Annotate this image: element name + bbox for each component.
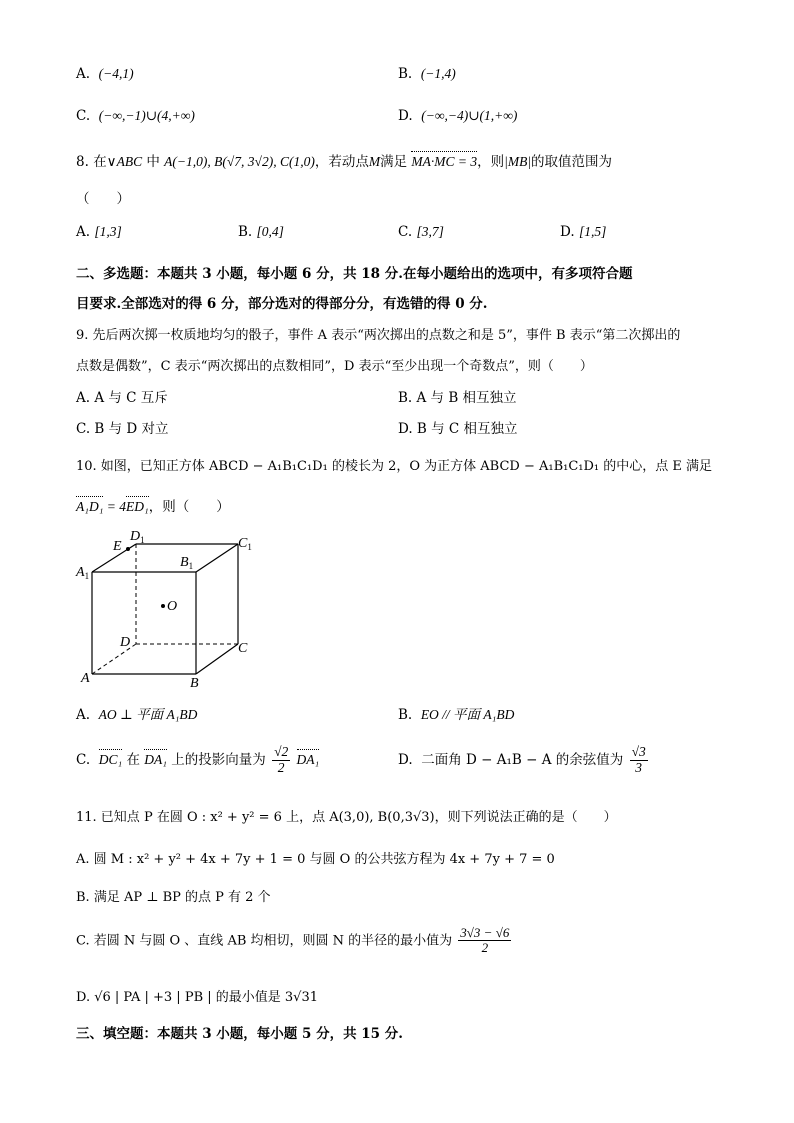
label-c: C (238, 641, 248, 656)
label-o: O (167, 599, 178, 614)
q7-option-c: C. (−∞,−1)∪(4,+∞) (76, 108, 195, 124)
q10-stem-line1: 10. 如图，已知正方体 ABCD − A₁B₁C₁D₁ 的棱长为 2，O 为正方体 ABCD − A₁B₁C₁D₁ 的中心，点 E 满足 (76, 459, 713, 474)
label-b: B (190, 676, 199, 690)
q8-option-d: D. [1,5] (560, 224, 607, 240)
q8-vector-equation: MA·MC = 3 (411, 154, 478, 169)
q8-points: A(−1,0), B(√7, 3√2), C(1,0) (164, 154, 315, 169)
point-e (126, 547, 130, 551)
q9-stem-line1: 9. 先后两次掷一枚质地均匀的骰子，事件 A 表示“两次掷出的点数之和是 5”，事件 B 表示“第二次掷出的 (76, 328, 681, 343)
q8-paren: （ ） (76, 191, 130, 207)
label-c1: $C_1$ (238, 536, 252, 552)
q8-stem: 8. 在∨ABC 中 A(−1,0), B(√7, 3√2), C(1,0)，若动点M满足 MA·MC = 3，则|MB|的取值范围为 (76, 154, 613, 170)
q9-option-c: C. B 与 D 对立 (76, 421, 169, 437)
q10-option-d: D. 二面角 D − A₁B − A 的余弦值为 $\frac{√3}{3}$ (398, 744, 646, 775)
point-o (161, 604, 165, 608)
label-a: A (81, 671, 90, 686)
q8-option-b: B. [0,4] (238, 224, 284, 240)
q7-option-d: D. (−∞,−4)∪(1,+∞) (398, 108, 518, 124)
q9-option-d: D. B 与 C 相互独立 (398, 421, 518, 437)
q7-option-c-math: (−∞,−1)∪(4,+∞) (98, 108, 195, 123)
q10-option-a: A. AO ⊥ 平面 A₁BD (76, 707, 198, 723)
q9-option-b: B. A 与 B 相互独立 (398, 390, 517, 406)
q8-abs-mb: |MB| (504, 154, 532, 169)
label-a1: $A_1$ (76, 565, 90, 581)
q10-option-c: C. DC₁ 在 DA₁ 上的投影向量为 $\frac{√2}{2}$ DA₁ (76, 744, 320, 775)
cube-figure (70, 528, 270, 690)
q11-option-b: B. 满足 AP ⊥ BP 的点 P 有 2 个 (76, 890, 271, 905)
q10-option-d-fraction: $\frac{√3}{3}$ (631, 744, 646, 775)
section3-heading: 三、填空题：本题共 3 小题，每小题 5 分，共 15 分. (76, 1026, 403, 1042)
q7-option-a: A. (−4,1) (76, 66, 134, 82)
q8-option-c: C. [3,7] (398, 224, 444, 240)
q8-option-a: A. [1,3] (76, 224, 122, 240)
q10-option-c-fraction: $\frac{√2}{2}$ (274, 744, 289, 775)
q7-option-a-math: (−4,1) (98, 66, 134, 81)
q7-option-d-math: (−∞,−4)∪(1,+∞) (421, 108, 518, 123)
q9-stem-line2: 点数是偶数”，C 表示“两次掷出的点数相同”，D 表示“至少出现一个奇数点”，则（ ） (76, 359, 593, 374)
q11-stem: 11. 已知点 P 在圆 O : x² + y² = 6 上，点 A(3,0), B(0,3√3)，则下列说法正确的是（ ） (76, 810, 617, 825)
section2-heading-line2: 目要求.全部选对的得 6 分，部分选对的得部分分，有选错的得 0 分. (76, 296, 488, 312)
q7-option-b: B. (−1,4) (398, 66, 456, 82)
q10-option-b: B. EO // 平面 A₁BD (398, 707, 515, 723)
label-e: E (113, 539, 122, 554)
q11-option-d: D. √6 | PA | +3 | PB | 的最小值是 3√31 (76, 990, 318, 1005)
q10-stem-line2: A₁D₁ = 4ED₁，则（ ） (76, 499, 230, 515)
label-b1: $B_1$ (180, 555, 194, 571)
q11-option-c-fraction: $\frac{3√3 - √6}{2}$ (460, 925, 510, 956)
q11-option-a: A. 圆 M : x² + y² + 4x + 7y + 1 = 0 与圆 O 的公共弦方程为 4x + 7y + 7 = 0 (76, 852, 555, 867)
q9-option-a: A. A 与 C 互斥 (76, 390, 168, 406)
q7-option-b-math: (−1,4) (420, 66, 456, 81)
label-d: D (120, 635, 131, 650)
label-d1: $D_1$ (130, 529, 145, 545)
edge-b-c (196, 644, 238, 674)
q11-option-c: C. 若圆 N 与圆 O 、直线 AB 均相切，则圆 N 的半径的最小值为 $\frac{3√3 - √6}{2}$ (76, 925, 510, 956)
edge-b1-c1 (196, 544, 238, 572)
section2-heading-line1: 二、多选题：本题共 3 小题，每小题 6 分，共 18 分.在每小题给出的选项中，有多项符合题 (76, 266, 633, 282)
